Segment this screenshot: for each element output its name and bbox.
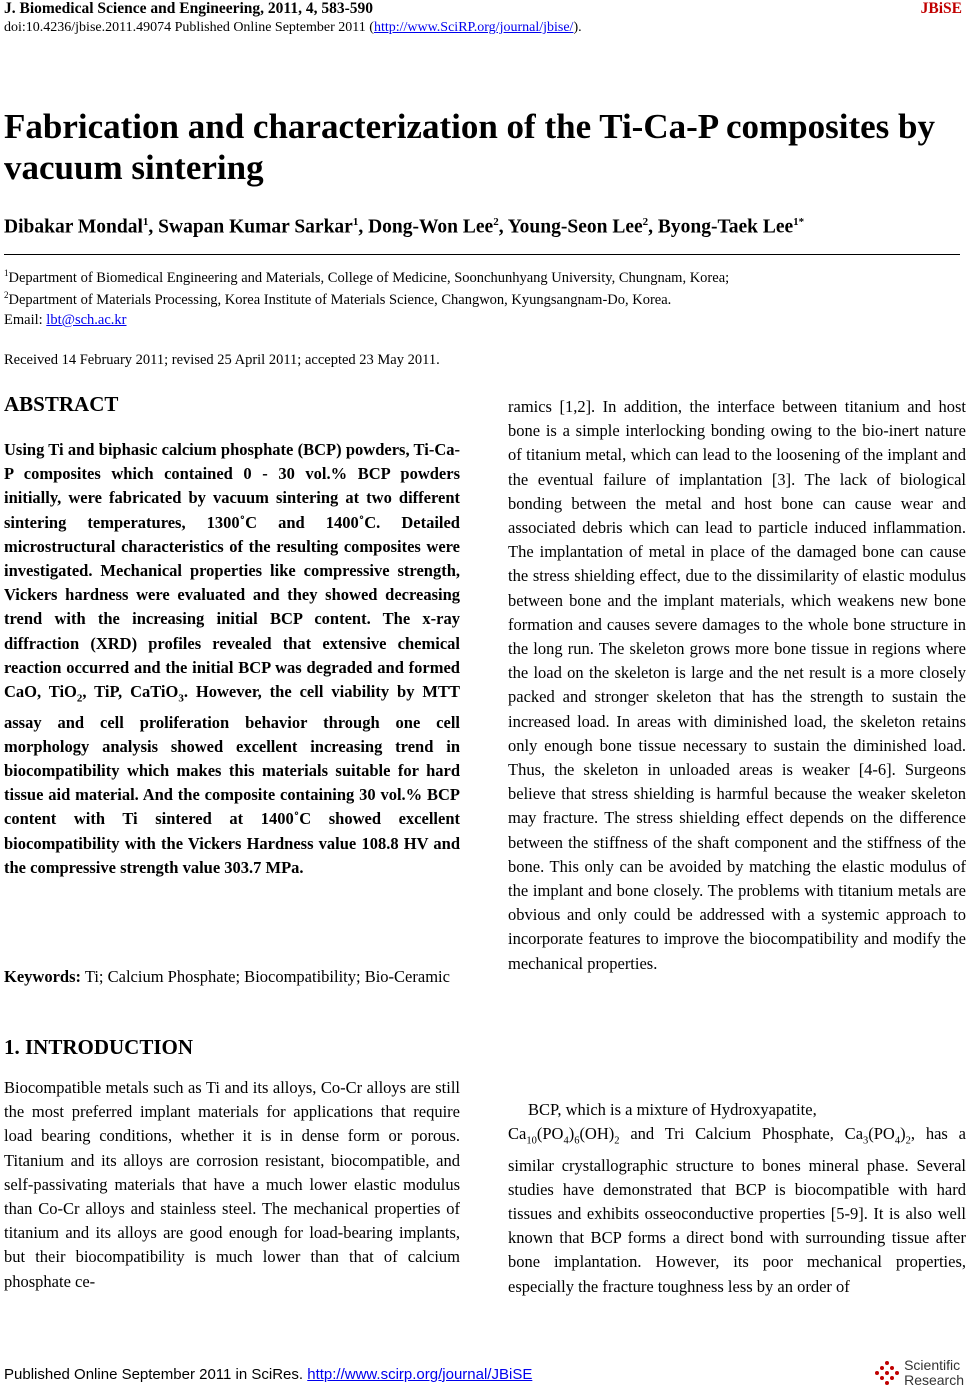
logo-line-1: Scientific	[904, 1357, 961, 1373]
logo-line-2: Research	[904, 1372, 964, 1388]
author-affil-sup: 1	[142, 216, 149, 228]
doi-suffix: ).	[573, 20, 582, 35]
formula-sub: 4	[563, 1135, 569, 1147]
email-link[interactable]: lbt@sch.ac.kr	[46, 312, 127, 328]
introduction-heading: 1. INTRODUCTION	[4, 1035, 194, 1059]
author-affil-sup: 2	[493, 216, 499, 228]
abstract-body	[4, 438, 460, 880]
author-affil-sup: 1	[352, 216, 359, 228]
author-affil-sup: 2	[642, 216, 649, 228]
logo-wordmark	[904, 1358, 964, 1388]
formula-text: (OH)	[579, 1124, 615, 1143]
formula-text: )	[568, 1124, 575, 1143]
formula-sub: 2	[905, 1135, 911, 1147]
keywords	[4, 965, 460, 989]
received-dates: Received 14 February 2011; revised 25 April 2011; accepted 23 May 2011.	[4, 352, 440, 368]
bcp-text: has a similar crystallographic structure to bones mineral phase. Several studies have demonstrated that BCP is biocompatible with hard tissues and exhibits osseoconductive properties [5-9]. It is also well known that BCP forms a direct bond with surrounding tissue after bone implantation. However, its poor mechanical properties, especially the fracture toughness less by an order of	[508, 1124, 966, 1296]
author-list	[4, 216, 804, 239]
affiliation-text: Department of Biomedical Engineering and Materials, College of Medicine, Soonchunhyang University, Chungnam, Korea;	[8, 269, 730, 286]
doi-link[interactable]: http://www.SciRP.org/journal/jbise/	[373, 20, 574, 35]
author-name: Byong-Taek Lee	[657, 216, 794, 238]
doi-line	[4, 20, 582, 36]
journal-abbrev: JBiSE	[920, 0, 962, 17]
footer-published	[4, 1366, 532, 1383]
formula-text: ,	[910, 1124, 915, 1143]
formula-text: Ca	[508, 1124, 527, 1143]
affiliation-2	[4, 290, 671, 309]
scientific-research-logo-icon	[874, 1360, 900, 1386]
abstract-text-3: . However, the cell viability by MTT assay and cell proliferation behavior through one cell morphology analysis showed excellent increasing trend in biocompatibility which makes this materials suitable for hard tissue aid material. And the composite containing 30 vol.% BCP content with Ti sintered at 1400˚C showed excellent biocompatibility with the Vickers Hardness value 108.8 HV and the compressive strength value 303.7 MPa.	[4, 682, 460, 877]
publisher-logo[interactable]	[874, 1358, 964, 1388]
formula-text: (PO	[536, 1124, 564, 1143]
abstract-sub: 2	[76, 692, 83, 705]
journal-citation: J. Biomedical Science and Engineering, 2011, 4, 583-590	[4, 0, 373, 17]
abstract-heading: ABSTRACT	[4, 392, 119, 416]
formula-sub: 3	[863, 1135, 869, 1147]
formula-text: (PO	[868, 1124, 895, 1143]
formula-text: and Tri Calcium Phosphate, Ca	[619, 1124, 864, 1143]
introduction-body-right: ramics [1,2]. In addition, the interface between titanium and host bone is a simple interlocking bonding owing to the bio-inert nature of titanium metal, which can lead to the loosening of the implant and the eventual failure of implantation [3]. The lack of biological bonding between the metal and host bone can cause wear and associated debris which can lead to particle induced inflammation. The implantation of metal in place of the damaged bone can cause the stress shielding effect, due to the dissimilarity of elastic modulus between bone and the implant materials, which weakens new bone formation and causes severe damages to the whole bone structure in the long run. The skeleton grows more bone tissue in regions where the load on the skeleton is large and the net result is a more closely packed and stronger skeleton that has the strength to sustain the increased load. In areas with diminished load, the skeleton retains only enough bone tissue necessary to sustain the diminished load. Thus, the skeleton in unloaded areas is weaker [4-6]. Surgeons believe that stress shielding is harmful because the weaker skeleton may fracture. The stress shielding effect depends on the difference between the stiffness of the shaft component and the stiffness of the bone. This only can be avoided by matching the elastic modulus of the implant and bone closely. The problems with titanium metals are obvious and only could be addressed with a systemic approach to incorporate features to improve the biocompatibility and modify the mechanical properties.	[508, 397, 966, 973]
paper-title: Fabrication and characterization of the Ti-Ca-P composites by vacuum sintering	[4, 107, 935, 187]
affiliation-sup: 2	[4, 290, 9, 300]
affiliation-1	[4, 268, 729, 287]
doi-text: doi:10.4236/jbise.2011.49074 Published Online September 2011 (	[4, 20, 374, 35]
author-name: Dong-Won Lee	[368, 216, 494, 238]
author-name: Dibakar Mondal	[4, 216, 143, 238]
author-separator: ,	[648, 216, 658, 238]
footer-text: Published Online September 2011 in SciRes.	[4, 1366, 308, 1383]
bcp-paragraph	[508, 1122, 966, 1299]
author-separator: ,	[148, 216, 159, 238]
email-label: Email:	[4, 312, 47, 328]
formula-text: )	[900, 1124, 906, 1143]
introduction-body-left: Biocompatible metals such as Ti and its alloys, Co-Cr alloys are still the most preferred implant materials for applications that require load bearing conditions, whether it is in dense form or porous. Titanium and its alloys are corrosion resistant, biocompatible, and self-passivating materials that have a much lower elastic modulus than Co-Cr alloys and stainless steel. The mechanical properties of titanium and its alloys are good enough for load-bearing implants, but their biocompatibility is much lower than that of calcium phosphate ce-	[4, 1078, 460, 1291]
affiliation-text: Department of Materials Processing, Korea Institute of Materials Science, Changwon, Kyungsangnam-Do, Korea.	[8, 291, 672, 308]
header-divider	[4, 254, 960, 255]
footer-link[interactable]: http://www.scirp.org/journal/JBiSE	[307, 1366, 533, 1383]
email-line	[4, 312, 127, 329]
formula-sub: 4	[894, 1135, 901, 1147]
author-affil-sup: 1*	[793, 216, 805, 228]
formula-sub: 6	[574, 1135, 580, 1147]
keywords-text: Ti; Calcium Phosphate; Biocompatibility; Bio-Ceramic	[81, 967, 450, 986]
affiliation-sup: 1	[4, 268, 9, 278]
keywords-label: Keywords:	[4, 967, 81, 986]
abstract-sub: 3	[178, 692, 184, 705]
author-separator: ,	[498, 216, 508, 238]
abstract-text-2: , TiP, CaTiO	[82, 682, 179, 702]
author-name: Young-Seon Lee	[507, 216, 643, 238]
bcp-paragraph-start: BCP, which is a mixture of Hydroxyapatite,	[528, 1100, 817, 1119]
formula-sub: 10	[526, 1135, 537, 1147]
author-separator: ,	[358, 216, 369, 238]
abstract-text-1: Using Ti and biphasic calcium phosphate (BCP) powders, Ti-Ca-P composites which contained 0 - 30 vol.% BCP powders initially, were fabricated by vacuum sintering at two different sintering temperatures, 1300˚C and 1400˚C. Detailed microstructural characteristics of the resulting composites were investigated. Mechanical properties like compressive strength, Vickers hardness were evaluated and they showed decreasing trend with the increasing initial BCP content. The x-ray diffraction (XRD) profiles revealed that extensive chemical reaction occurred and the initial BCP was degraded and formed CaO, TiO	[4, 440, 460, 702]
formula-sub: 2	[614, 1135, 620, 1147]
author-name: Swapan Kumar Sarkar	[158, 216, 353, 238]
